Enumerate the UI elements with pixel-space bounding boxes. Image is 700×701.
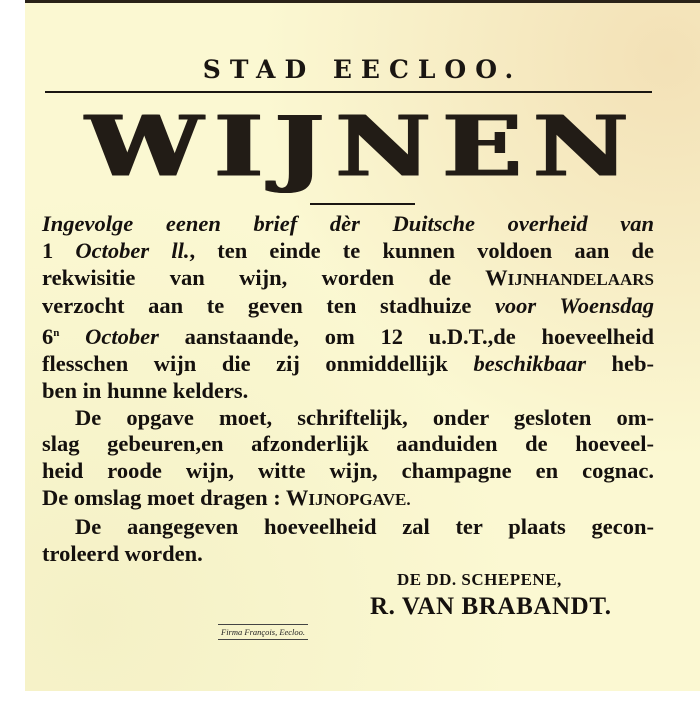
- body-line: troleerd worden.: [42, 540, 203, 566]
- italic-text: voor Woensdag: [494, 293, 654, 319]
- body-text: heb-: [585, 350, 654, 376]
- body-line: [42, 320, 654, 351]
- body-text: , ten einde te kunnen voldoen aan de: [189, 237, 655, 263]
- date-month: October: [85, 324, 159, 350]
- body-line: [42, 351, 654, 378]
- date-month: October ll.: [75, 237, 190, 263]
- smallcaps-initial: W: [285, 484, 309, 510]
- body-text: De omslag moet dragen :: [42, 484, 286, 510]
- top-rule-divider: [45, 91, 652, 93]
- body-line: [42, 238, 654, 265]
- body-line: [42, 293, 654, 320]
- date-day: 1: [42, 237, 54, 263]
- ordinal-superscript: n: [53, 327, 60, 340]
- smallcaps-initial: W: [485, 264, 508, 290]
- body-line: [42, 485, 654, 514]
- city-heading: STAD EECLOO.: [202, 55, 523, 84]
- italic-text: Ingevolge eenen brief dèr Duitsche overheid van: [42, 211, 654, 236]
- body-line: slag gebeuren,en afzonderlijk aanduiden de hoeveel-: [42, 431, 654, 457]
- poster-sheet: [25, 0, 700, 691]
- body-text: aanstaande, om 12 u.D.T.,de hoeveelheid: [158, 324, 654, 350]
- signatory-name: R. VAN BRABANDT.: [370, 593, 612, 620]
- body-line: ben in hunne kelders.: [42, 377, 249, 403]
- body-line: De aangegeven hoeveelheid zal ter plaats gecon-: [75, 513, 654, 539]
- poster-title: WIJNEN: [85, 96, 640, 196]
- body-text: verzocht aan te geven ten stadhuize: [42, 293, 495, 319]
- body-line: heid roode wijn, witte wijn, champagne en cognac.: [42, 458, 654, 484]
- notice-body: [42, 211, 654, 567]
- body-text: rekwisitie van wijn, worden de: [42, 264, 486, 290]
- italic-text: beschikbaar: [473, 350, 586, 376]
- body-line: [42, 265, 654, 294]
- body-line: De opgave moet, schriftelijk, onder gesloten om-: [75, 404, 654, 430]
- date-day: 6: [42, 324, 54, 350]
- signatory-title: DE DD. SCHEPENE,: [397, 570, 562, 589]
- body-text: flesschen wijn die zij onmiddellijk: [42, 350, 474, 376]
- smallcaps-text: IJNHANDELAARS: [507, 269, 654, 289]
- smallcaps-text: IJNOPGAVE.: [308, 489, 411, 509]
- title-underline-divider: [310, 203, 415, 205]
- body-line: [42, 211, 654, 238]
- printer-imprint: Firma François, Eecloo.: [218, 624, 308, 640]
